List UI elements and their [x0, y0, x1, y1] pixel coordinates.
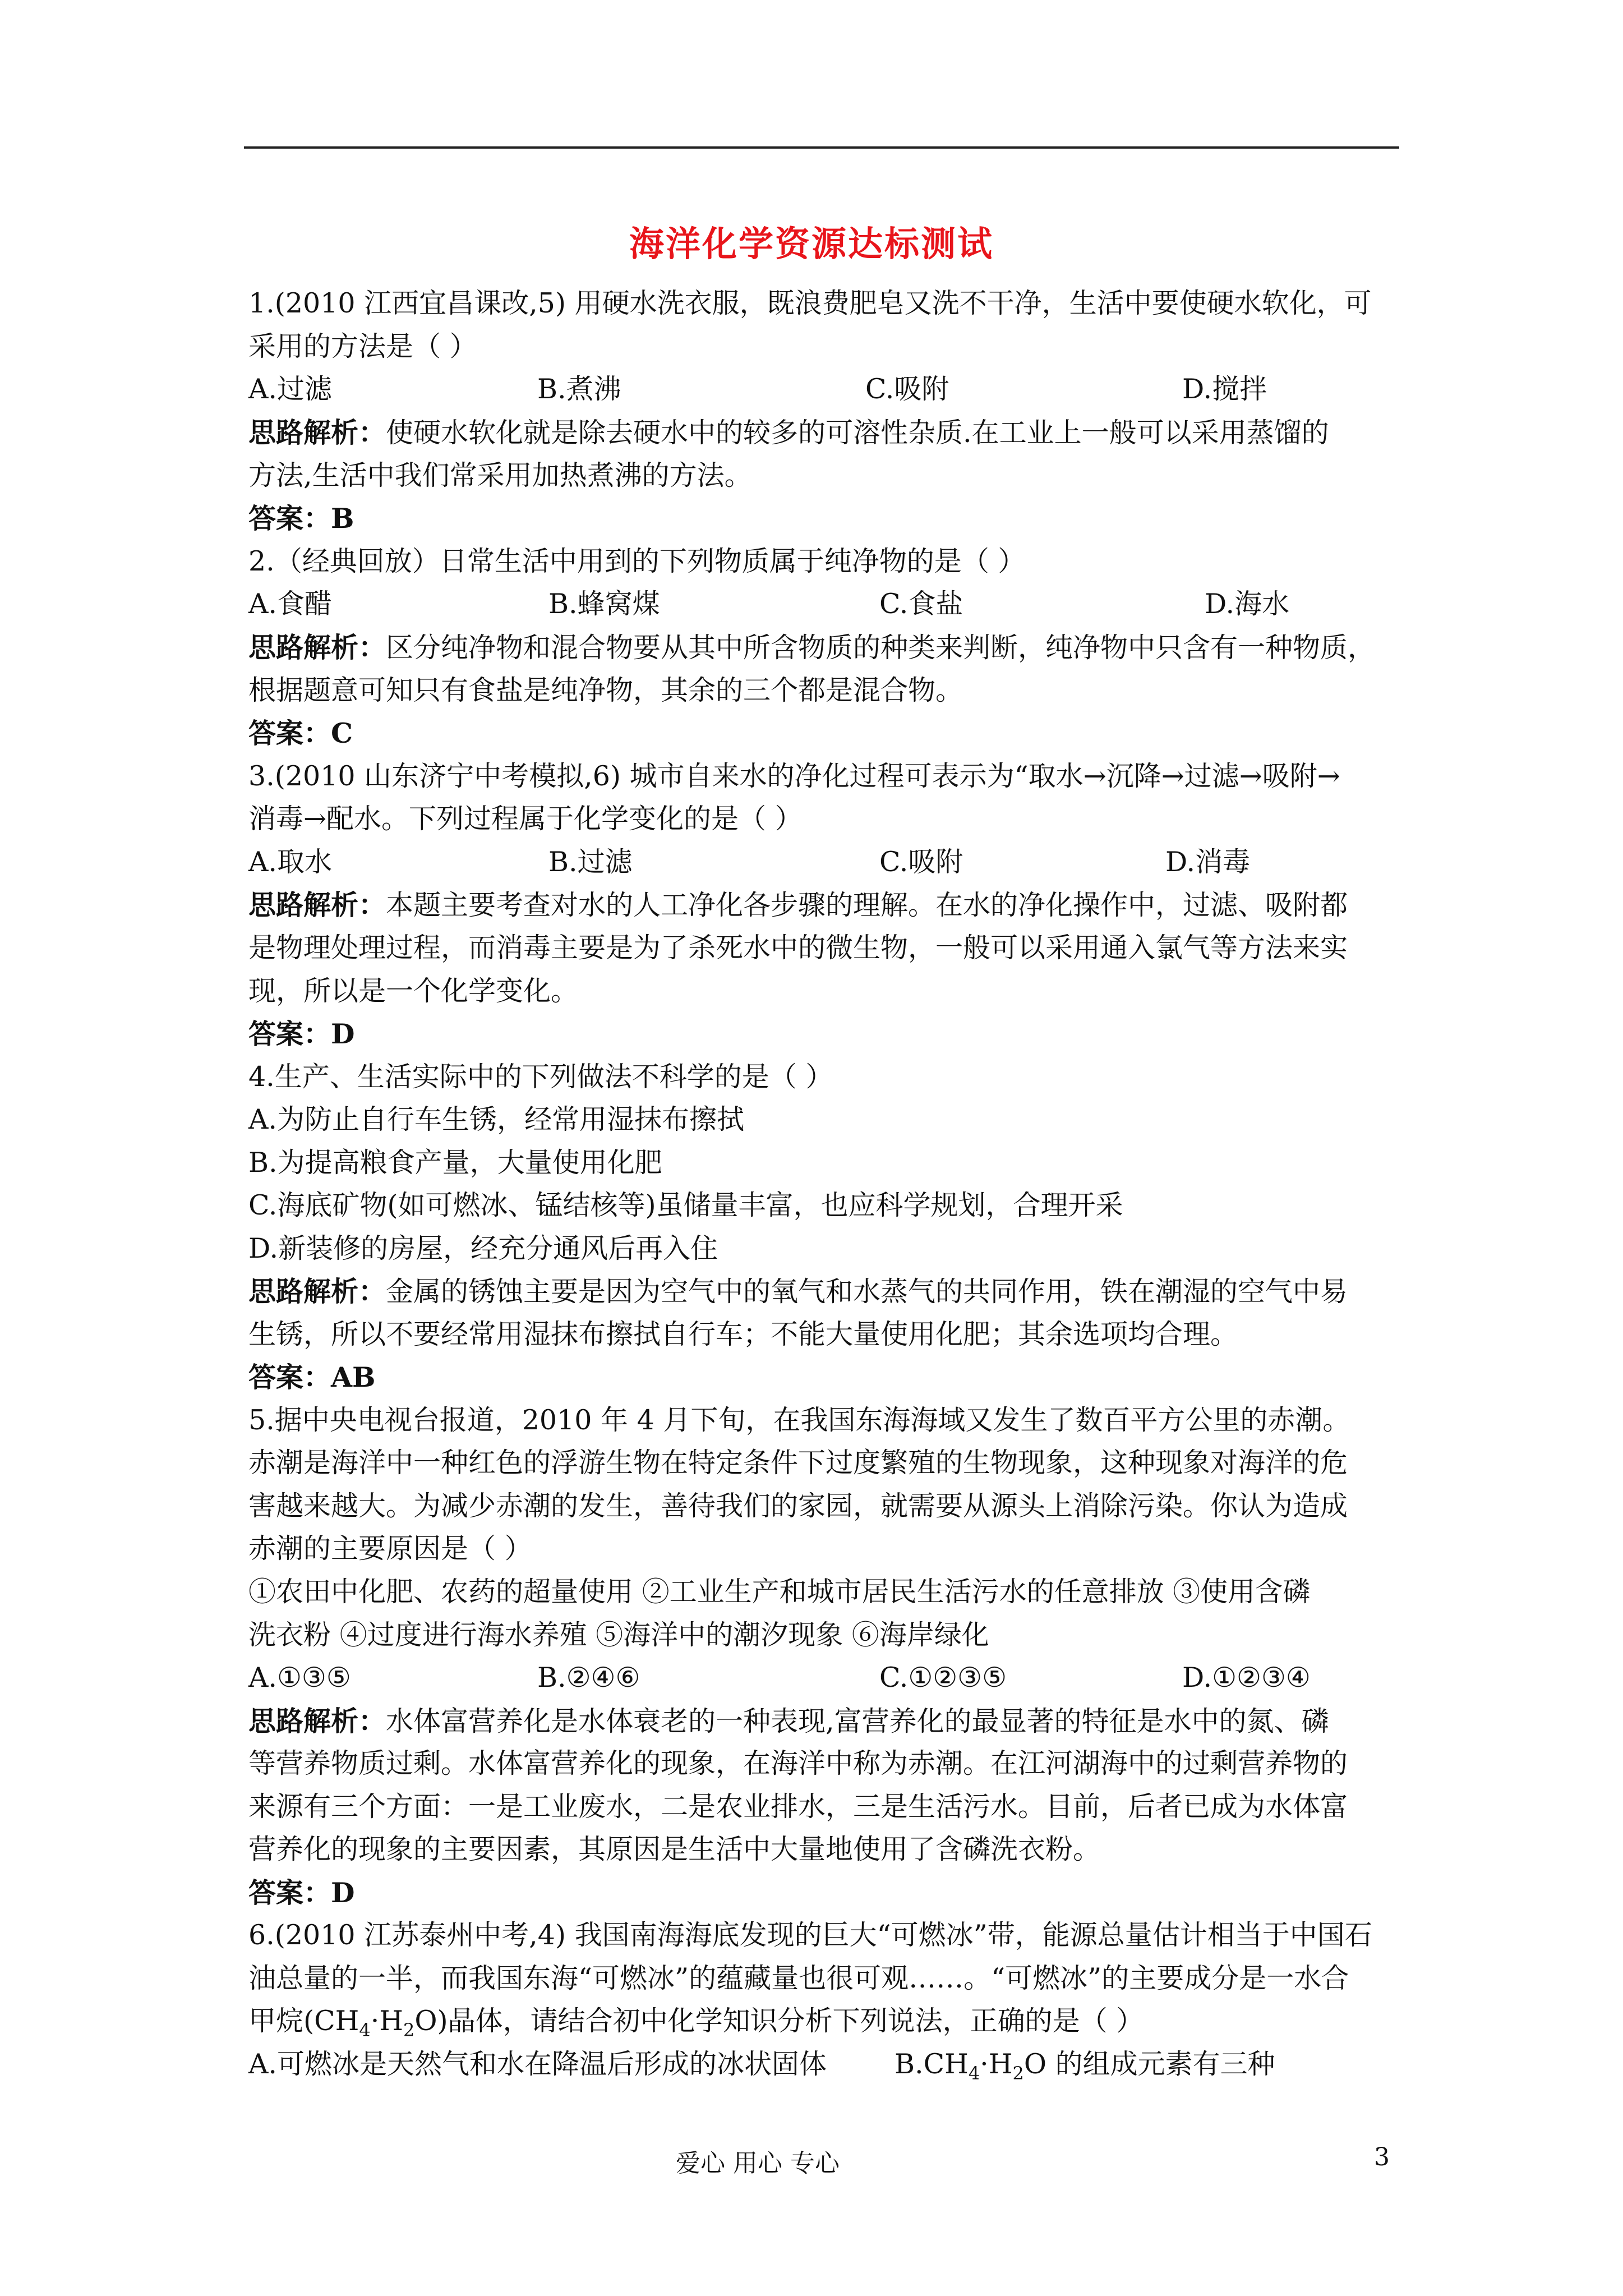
- q3-analysis-line3: 现，所以是一个化学变化。: [248, 975, 579, 1007]
- q4-answer: 答案：AB: [248, 1361, 376, 1393]
- q1-option-a: A.过滤: [248, 373, 332, 405]
- analysis-label: 思路解析：: [248, 889, 386, 921]
- q6-formula-part: O)晶体，请结合初中化学知识分析下列说法，正确的是（ ）: [414, 2005, 1144, 2037]
- q2-answer: 答案：C: [248, 717, 353, 749]
- q1-analysis-line1: [248, 415, 1329, 450]
- q6-optb-part: O 的组成元素有三种: [1023, 2048, 1275, 2080]
- q5-line6: 洗衣粉 ④过度进行海水养殖 ⑤海洋中的潮汐现象 ⑥海岸绿化: [248, 1619, 989, 1651]
- q3-line1: 3.(2010 山东济宁中考模拟,6) 城市自来水的净化过程可表示为“取水→沉降→过滤→吸附→: [248, 760, 1340, 792]
- q2-analysis-line2: 根据题意可知只有食盐是纯净物，其余的三个都是混合物。: [248, 674, 963, 706]
- q1-option-d: D.搅拌: [1182, 373, 1267, 405]
- q1-option-c: C.吸附: [865, 373, 949, 405]
- footer-text: 爱心 用心 专心: [676, 2149, 840, 2178]
- q2-line1: 2.（经典回放）日常生活中用到的下列物质属于纯净物的是（ ）: [248, 545, 1026, 577]
- q5-line4: 赤潮的主要原因是（ ）: [248, 1533, 532, 1565]
- q2-option-b: B.蜂窝煤: [548, 588, 660, 620]
- q1-line2: 采用的方法是（ ）: [248, 330, 477, 362]
- q6-optb-sub: 2: [1012, 2062, 1024, 2084]
- q1-option-b: B.煮沸: [537, 373, 621, 405]
- q5-line1: 5.据中央电视台报道，2010 年 4 月下旬，在我国东海海域又发生了数百平方公里的赤潮。: [248, 1404, 1350, 1436]
- q1-analysis-text1: 使硬水软化就是除去硬水中的较多的可溶性杂质.在工业上一般可以采用蒸馏的: [386, 417, 1329, 449]
- q6-optb-sub: 4: [968, 2062, 980, 2084]
- q5-analysis-line4: 营养化的现象的主要因素，其原因是生活中大量地使用了含磷洗衣粉。: [248, 1833, 1101, 1865]
- q6-formula-part: 甲烷(CH: [248, 2005, 359, 2037]
- q4-option-c: C.海底矿物(如可燃冰、锰结核等)虽储量丰富，也应科学规划，合理开采: [248, 1189, 1123, 1221]
- page-number: 3: [1374, 2143, 1390, 2171]
- q4-option-d: D.新装修的房屋，经充分通风后再入住: [248, 1232, 718, 1264]
- q5-option-a: A.①③⑤: [248, 1662, 351, 1694]
- q2-option-d: D.海水: [1205, 588, 1290, 620]
- q3-option-b: B.过滤: [548, 846, 633, 878]
- q6-formula-sub: 4: [359, 2019, 371, 2041]
- q6-formula-sub: 2: [403, 2019, 415, 2041]
- header-rule: [244, 146, 1399, 149]
- q6-option-a: A.可燃冰是天然气和水在降温后形成的冰状固体: [248, 2048, 827, 2080]
- q5-option-c: C.①②③⑤: [879, 1662, 1007, 1694]
- q4-analysis-text1: 金属的锈蚀主要是因为空气中的氧气和水蒸气的共同作用，铁在潮湿的空气中易: [386, 1276, 1348, 1308]
- q2-option-a: A.食醋: [248, 588, 332, 620]
- q3-analysis-text1: 本题主要考查对水的人工净化各步骤的理解。在水的净化操作中，过滤、吸附都: [386, 889, 1348, 921]
- q3-line2: 消毒→配水。下列过程属于化学变化的是（ ）: [248, 803, 803, 835]
- q5-line3: 害越来越大。为减少赤潮的发生，善待我们的家园，就需要从源头上消除污染。你认为造成: [248, 1490, 1348, 1522]
- q5-analysis-line3: 来源有三个方面：一是工业废水，二是农业排水，三是生活污水。目前，后者已成为水体富: [248, 1791, 1348, 1823]
- q6-line1: 6.(2010 江苏泰州中考,4) 我国南海海底发现的巨大“可燃冰”带，能源总量估计相当于中国石: [248, 1919, 1372, 1951]
- q1-line1: 1.(2010 江西宜昌课改,5) 用硬水洗衣服，既浪费肥皂又洗不干净，生活中要使硬水软化，可: [248, 287, 1372, 319]
- q3-analysis-line1: [248, 887, 1348, 923]
- q5-line2: 赤潮是海洋中一种红色的浮游生物在特定条件下过度繁殖的生物现象，这种现象对海洋的危: [248, 1447, 1348, 1479]
- q6-option-b: [895, 2047, 1275, 2091]
- q5-line5: ①农田中化肥、农药的超量使用 ②工业生产和城市居民生活污水的任意排放 ③使用含磷: [248, 1576, 1311, 1608]
- q5-option-b: B.②④⑥: [537, 1662, 640, 1694]
- q5-analysis-text1: 水体富营养化是水体衰老的一种表现,富营养化的最显著的特征是水中的氮、磷: [386, 1705, 1329, 1737]
- q3-option-c: C.吸附: [879, 846, 963, 878]
- q4-line1: 4.生产、生活实际中的下列做法不科学的是（ ）: [248, 1061, 833, 1093]
- q4-analysis-line1: [248, 1274, 1348, 1309]
- analysis-label: 思路解析：: [248, 1275, 386, 1308]
- q4-option-a: A.为防止自行车生锈，经常用湿抹布擦拭: [248, 1103, 744, 1135]
- q4-option-b: B.为提高粮食产量，大量使用化肥: [248, 1147, 662, 1179]
- q6-formula-part: ·H: [370, 2005, 404, 2037]
- page-title: 海洋化学资源达标测试: [629, 223, 994, 264]
- q4-analysis-line2: 生锈，所以不要经常用湿抹布擦拭自行车；不能大量使用化肥；其余选项均合理。: [248, 1318, 1238, 1350]
- analysis-label: 思路解析：: [248, 416, 386, 449]
- q1-analysis-line2: 方法,生活中我们常采用加热煮沸的方法。: [248, 459, 752, 491]
- q5-option-d: D.①②③④: [1182, 1662, 1311, 1694]
- analysis-label: 思路解析：: [248, 631, 386, 664]
- q2-analysis-line1: [248, 630, 1375, 665]
- q5-answer: 答案：D: [248, 1876, 355, 1909]
- q3-option-d: D.消毒: [1165, 846, 1251, 878]
- q2-option-c: C.食盐: [879, 588, 963, 620]
- q5-analysis-line1: [248, 1704, 1329, 1739]
- q6-optb-part: B.CH: [895, 2048, 969, 2080]
- q6-line2: 油总量的一半，而我国东海“可燃冰”的蕴藏量也很可观……。“可燃冰”的主要成分是一水合: [248, 1962, 1349, 1994]
- q2-analysis-text1: 区分纯净物和混合物要从其中所含物质的种类来判断，纯净物中只含有一种物质，: [386, 632, 1376, 664]
- q3-analysis-line2: 是物理处理过程，而消毒主要是为了杀死水中的微生物，一般可以采用通入氯气等方法来实: [248, 932, 1348, 964]
- q5-analysis-line2: 等营养物质过剩。水体富营养化的现象，在海洋中称为赤潮。在江河湖海中的过剩营养物的: [248, 1747, 1348, 1779]
- analysis-label: 思路解析：: [248, 1705, 386, 1737]
- q6-optb-part: ·H: [980, 2048, 1013, 2080]
- q1-answer: 答案：B: [248, 502, 354, 535]
- q3-answer: 答案：D: [248, 1018, 355, 1050]
- q3-option-a: A.取水: [248, 846, 332, 878]
- q6-line3: [248, 2004, 1144, 2047]
